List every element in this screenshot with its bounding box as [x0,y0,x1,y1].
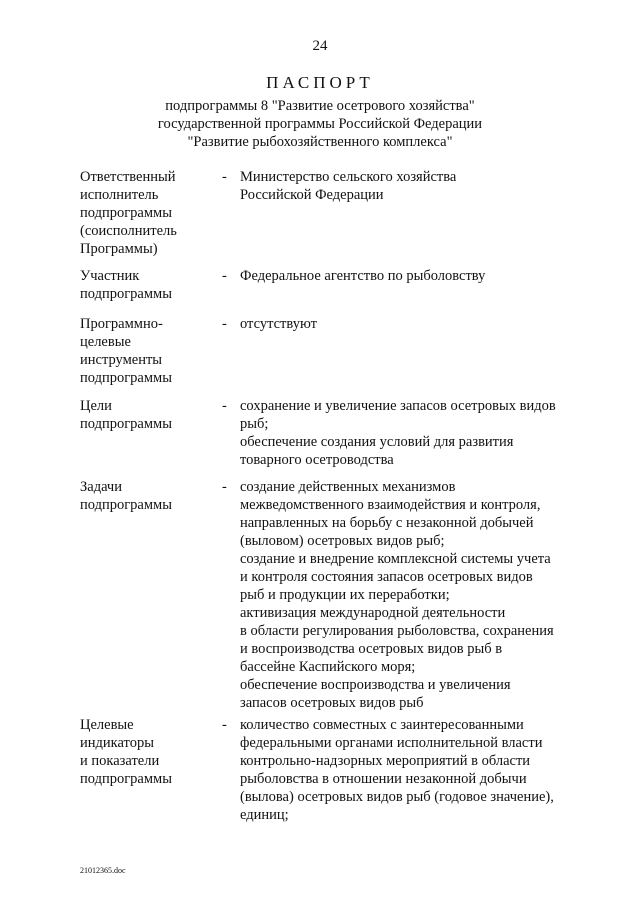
label-line: целевые [80,334,131,350]
value-line: Министерство сельского хозяйства [240,169,457,185]
label-line: подпрограммы [80,286,172,302]
row-value [240,267,580,285]
value-line: рыб; [240,416,269,432]
value-line: федеральными органами исполнительной власти [240,735,543,751]
value-line: в области регулирования рыболовства, сохранения [240,623,554,639]
label-line: подпрограммы [80,771,172,787]
label-line: исполнитель [80,187,159,203]
row-dash: - [222,169,227,185]
value-line: и контроля состояния запасов осетровых видов [240,569,533,585]
value-line: обеспечение воспроизводства и увеличения [240,677,511,693]
row-label [80,397,220,433]
label-line: подпрограммы [80,205,172,221]
row-dash: - [222,316,227,332]
row-value [240,478,580,712]
row-value [240,716,580,824]
value-line: запасов осетровых видов рыб [240,695,424,711]
value-line: создание действенных механизмов [240,479,456,495]
label-line: (соисполнитель [80,223,177,239]
row-label [80,478,220,514]
row-value [240,397,580,469]
value-line: отсутствуют [240,316,317,332]
value-line: рыболовства в отношении незаконной добычи [240,771,527,787]
row-label [80,267,220,303]
label-line: инструменты [80,352,163,368]
page-number: 24 [312,38,328,54]
label-line: подпрограммы [80,370,172,386]
label-line: Участник [80,268,140,284]
label-line: подпрограммы [80,416,172,432]
label-line: Задачи [80,479,122,495]
value-line: межведомственного взаимодействия и контроля, [240,497,541,513]
row-value [240,315,580,333]
value-line: создание и внедрение комплексной системы учета [240,551,551,567]
row-label [80,716,220,788]
value-line: товарного осетроводства [240,452,394,468]
label-line: подпрограммы [80,497,172,513]
value-line: активизация международной деятельности [240,605,506,621]
value-line: (выловом) осетровых видов рыб; [240,533,445,549]
row-dash: - [222,398,227,414]
label-line: Программно- [80,316,163,332]
row-dash: - [222,717,227,733]
passport-title: ПАСПОРТ [266,73,374,92]
footer-filename: 21012365.doc [80,866,126,875]
label-line: и показатели [80,753,160,769]
value-line: рыб и продукции их переработки; [240,587,450,603]
row-label [80,315,220,387]
subtitle-line: "Развитие рыбохозяйственного комплекса" [187,134,453,150]
value-line: направленных на борьбу с незаконной добычей [240,515,534,531]
value-line: бассейне Каспийского моря; [240,659,416,675]
value-line: единиц; [240,807,289,823]
value-line: Российской Федерации [240,187,384,203]
value-line: контрольно-надзорных мероприятий в области [240,753,531,769]
value-line: сохранение и увеличение запасов осетровых видов [240,398,556,414]
row-dash: - [222,268,227,284]
label-line: Программы) [80,241,158,257]
value-line: Федеральное агентство по рыболовству [240,268,486,284]
row-label [80,168,220,258]
label-line: Цели [80,398,112,414]
label-line: Целевые [80,717,134,733]
label-line: индикаторы [80,735,154,751]
value-line: обеспечение создания условий для развития [240,434,514,450]
value-line: (вылова) осетровых видов рыб (годовое значение), [240,789,554,805]
row-value [240,168,580,204]
subtitle-line: государственной программы Российской Федерации [157,116,483,132]
value-line: и воспроизводства осетровых видов рыб в [240,641,503,657]
subtitle-line: подпрограммы 8 "Развитие осетрового хозяйства" [165,98,475,114]
row-dash: - [222,479,227,495]
value-line: количество совместных с заинтересованными [240,717,524,733]
passport-subtitle [0,97,640,151]
label-line: Ответственный [80,169,176,185]
